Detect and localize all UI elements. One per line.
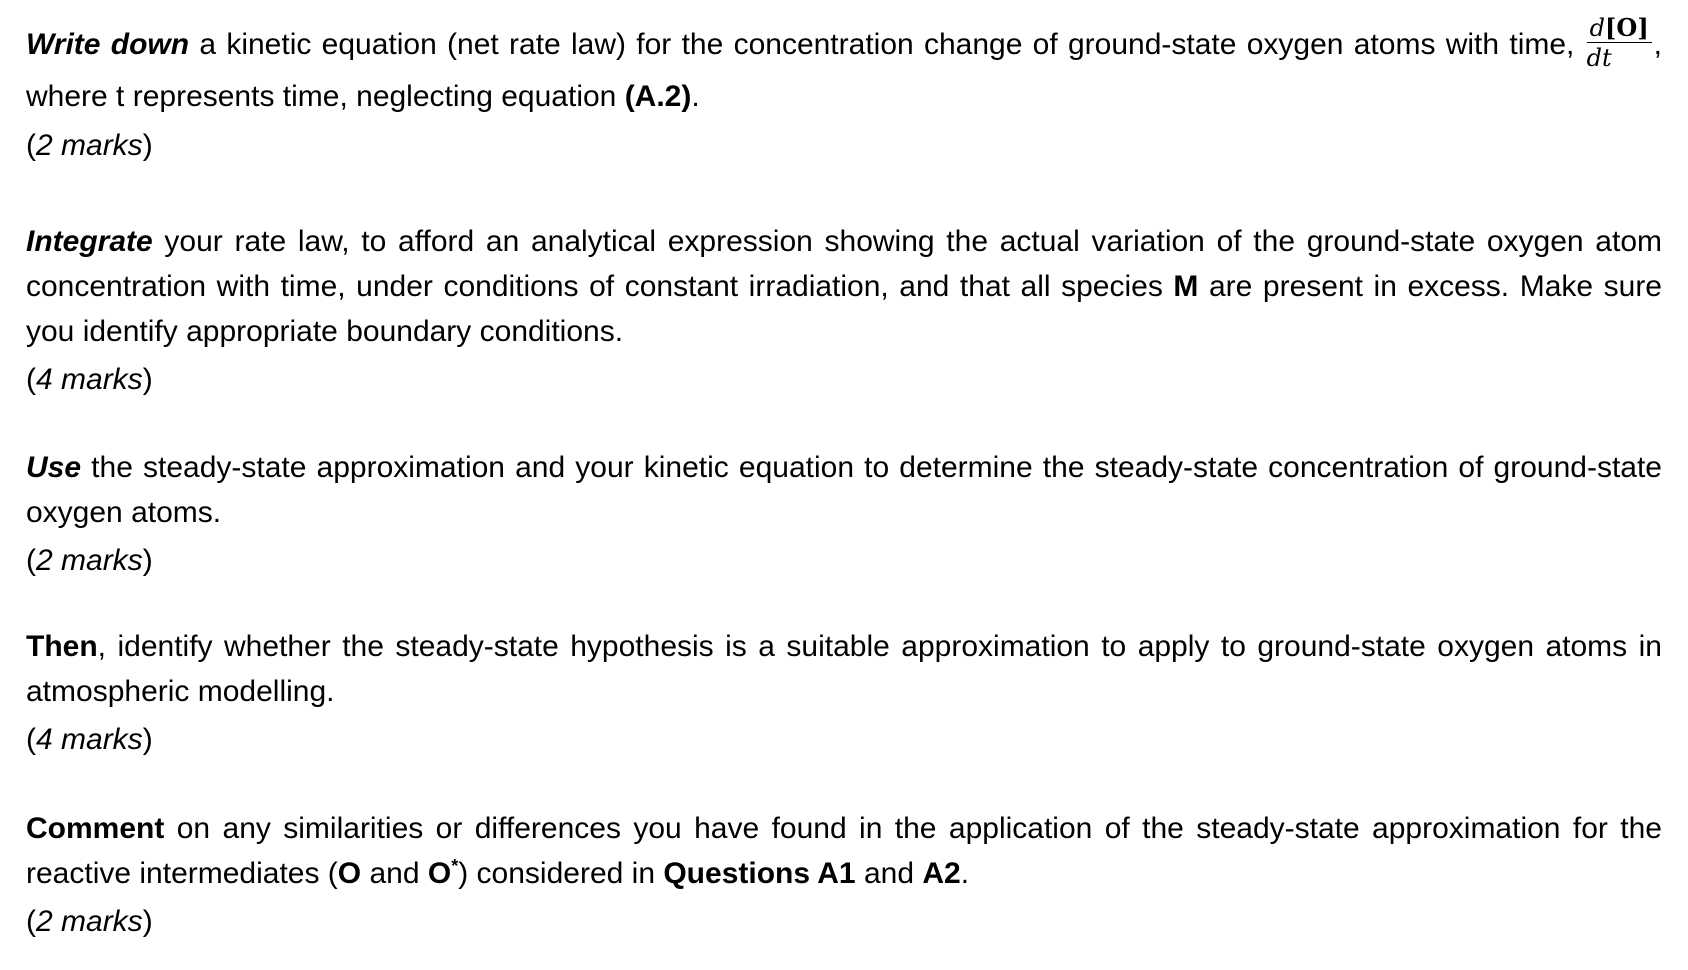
question-body: the steady-state approximation and your kinetic equation to determine the steady-state concentration of ground-state oxygen atoms. xyxy=(26,451,1662,529)
marks-label: (4 marks) xyxy=(26,723,153,756)
marks-label: (4 marks) xyxy=(26,363,153,396)
species-label-o-star: O xyxy=(427,857,452,890)
fraction-denominator: dt xyxy=(1586,44,1612,72)
question-body-cont: , where t represents time, neglecting equation xyxy=(26,27,1663,113)
question-body-cont: are present in excess. Make sure you identify appropriate boundary conditions. xyxy=(26,270,1662,348)
question-text: Write down a kinetic equation (net rate law) for the concentration change of ground-state oxygen atoms with time, $\frac{d[O]}{dt}$ , where t represents time, neglecting equation (A.2). xyxy=(26,13,1663,113)
question-body: your rate law, to afford an analytical expression showing the actual variation of the ground-state oxygen atom concentration with time, under conditions of constant irradiation, and that all species xyxy=(26,225,1662,303)
question-lead: Then xyxy=(26,630,98,663)
question-reference-a2: A2 xyxy=(922,857,961,890)
question-body: on any similarities or differences you have found in the application of the steady-state approximation for the reactive intermediates ( xyxy=(26,812,1662,890)
question-lead: Integrate xyxy=(26,225,153,258)
question-text xyxy=(26,445,1662,535)
marks-label: (2 marks) xyxy=(26,905,153,938)
marks-label: (2 marks) xyxy=(26,129,153,162)
question-integrate xyxy=(26,219,1662,402)
derivative-fraction xyxy=(1587,15,1652,71)
question-lead: Use xyxy=(26,451,82,484)
question-body: , identify whether the steady-state hypothesis is a suitable approximation to apply to ground-state oxygen atoms in atmospheric modelling. xyxy=(26,630,1662,708)
question-body: a kinetic equation (net rate law) for the concentration change of ground-state oxygen atoms with time, xyxy=(189,27,1585,61)
species-label: M xyxy=(1173,270,1199,303)
question-text xyxy=(26,624,1662,714)
question-comment xyxy=(26,806,1662,944)
question-lead: Comment xyxy=(26,812,165,845)
question-lead: Write down xyxy=(26,27,190,61)
question-text: Comment on any similarities or differences you have found in the application of the steady-state approximation for the reactive intermediates (O and O*) considered in Questions A1 and A2. xyxy=(26,812,1662,890)
question-reference-a1: Questions A1 xyxy=(663,857,856,890)
question-use xyxy=(26,445,1662,583)
question-text xyxy=(26,219,1662,354)
question-then xyxy=(26,624,1662,762)
excited-state-star: * xyxy=(451,856,459,876)
marks-label: (2 marks) xyxy=(26,544,153,577)
equation-reference: (A.2) xyxy=(624,80,692,113)
species-label-o: O xyxy=(337,857,362,890)
fraction-numerator: d[O] xyxy=(1587,15,1652,43)
question-write-down xyxy=(26,13,1663,168)
